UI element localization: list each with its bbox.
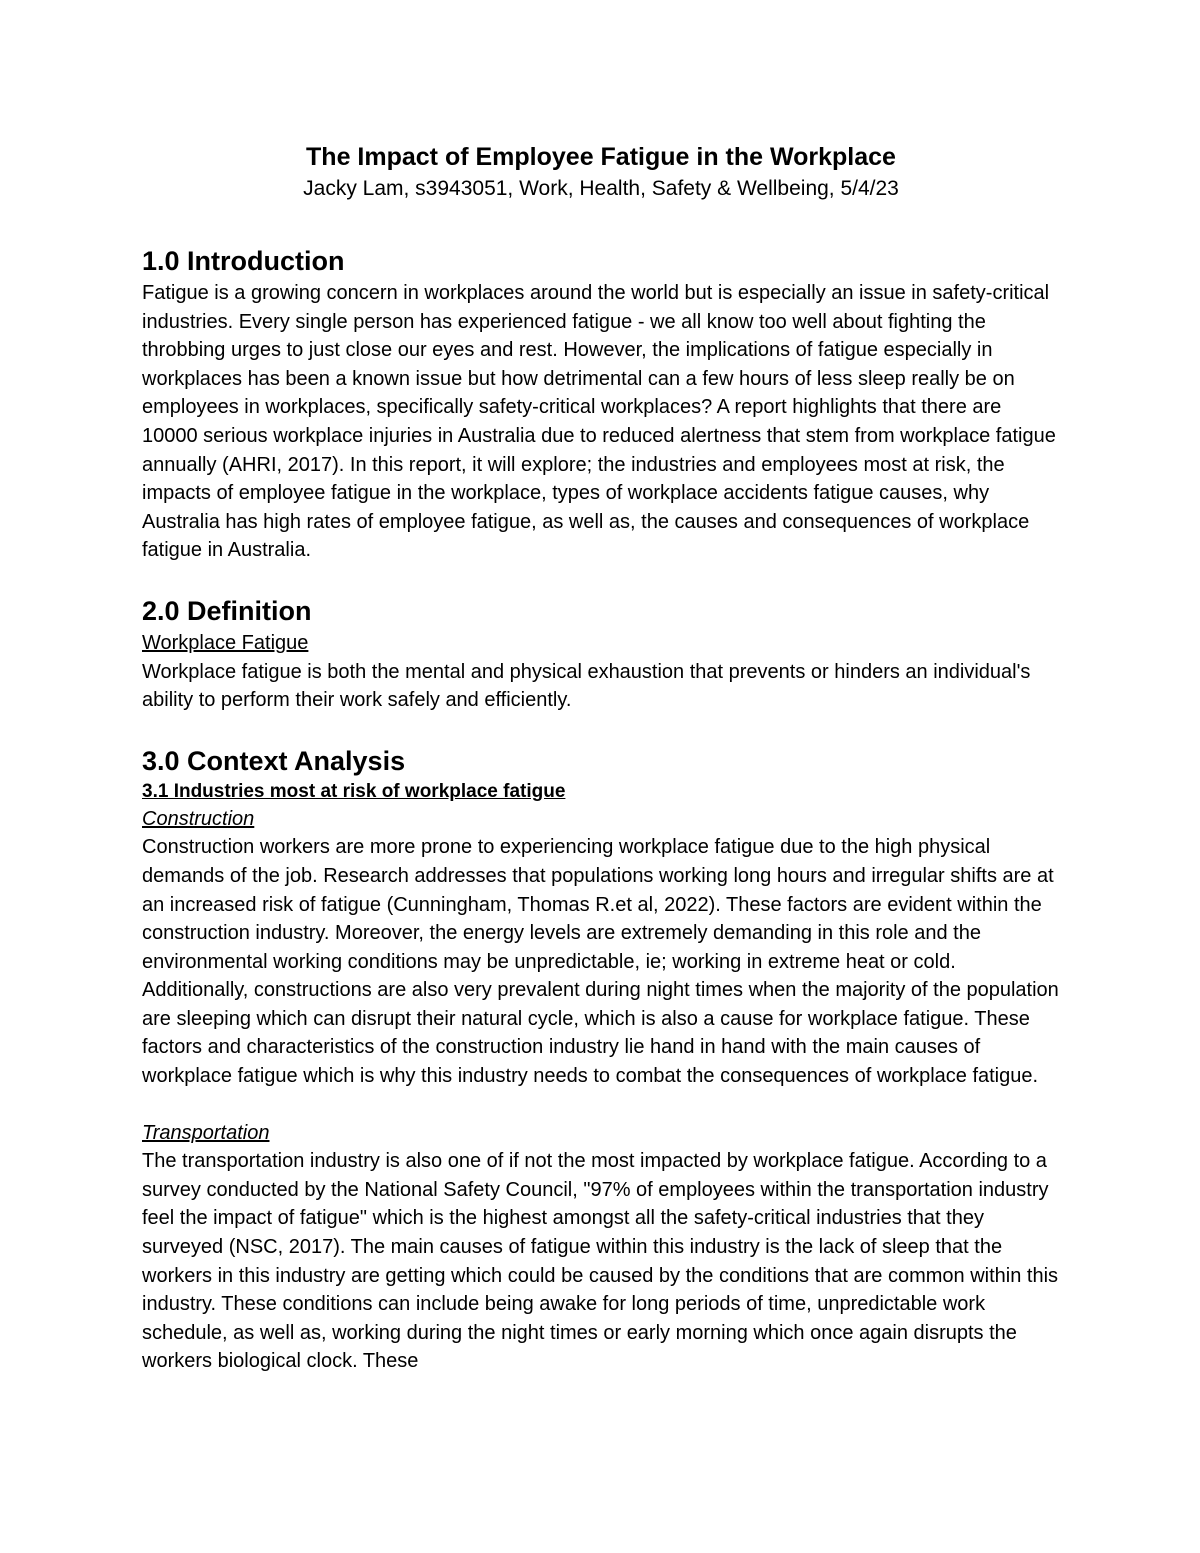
definition-heading: 2.0 Definition (142, 595, 312, 626)
construction-title: Construction (142, 807, 255, 830)
context-analysis-heading: 3.0 Context Analysis (142, 745, 406, 776)
document-title: The Impact of Employee Fatigue in the Workplace (306, 143, 896, 171)
introduction-paragraph: Fatigue is a growing concern in workplaces around the world but is especially an issue in safety-critical industries. Every single person has experienced fatigue - we all know too well about fighting the throbbing urges to just close our eyes and rest. However, the implications of fatigue especially in workplaces has been a known issue but how detrimental can a few hours of less sleep really be on employees in workplaces, specifically safety-critical workplaces? A report highlights that there are 10000 serious workplace injuries in Australia due to reduced alertness that stem from workplace fatigue annually (AHRI, 2017). In this report, it will explore; the industries and employees most at risk, the impacts of employee fatigue in the workplace, types of workplace accidents fatigue causes, why Australia has high rates of employee fatigue, as well as, the causes and consequences of workplace fatigue in Australia. (142, 282, 1056, 562)
construction-paragraph: Construction workers are more prone to experiencing workplace fatigue due to the high physical demands of the job. Research addresses that populations working long hours and irregular shifts are at an increased risk of fatigue (Cunningham, Thomas R.et al, 2022). These factors are evident within the construction industry. Moreover, the energy levels are extremely demanding in this role and the environmental working conditions may be unpredictable, ie; working in extreme heat or cold. Additionally, constructions are also very prevalent during night times when the majority of the population are sleeping which can disrupt their natural cycle, which is also a cause for workplace fatigue. These factors and characteristics of the construction industry lie hand in hand with the main causes of workplace fatigue which is why this industry needs to combat the consequences of workplace fatigue. (142, 836, 1059, 1088)
document-subtitle: Jacky Lam, s3943051, Work, Health, Safety & Wellbeing, 5/4/23 (303, 177, 899, 200)
definition-term: Workplace Fatigue (142, 631, 309, 654)
introduction-section (142, 244, 1060, 565)
industries-subheading: 3.1 Industries most at risk of workplace fatigue (142, 780, 566, 802)
document-page (142, 140, 1060, 1376)
definition-section (142, 594, 1060, 715)
transportation-title: Transportation (142, 1121, 270, 1144)
context-analysis-section (142, 744, 1060, 1376)
introduction-heading: 1.0 Introduction (142, 246, 345, 276)
transportation-paragraph: The transportation industry is also one of if not the most impacted by workplace fatigue. According to a survey conducted by the National Safety Council, "97% of employees within the transportation industry feel the impact of fatigue" which is the highest amongst all the safety-critical industries that they surveyed (NSC, 2017). The main causes of fatigue within this industry is the lack of sleep that the workers in this industry are getting which could be caused by the conditions that are common within this industry. These conditions can include being awake for long periods of time, unpredictable work schedule, as well as, working during the night times or early morning which once again disrupts the workers biological clock. These (142, 1150, 1059, 1373)
definition-paragraph: Workplace fatigue is both the mental and physical exhaustion that prevents or hinders an individual's ability to perform their work safely and efficiently. (142, 660, 1031, 712)
